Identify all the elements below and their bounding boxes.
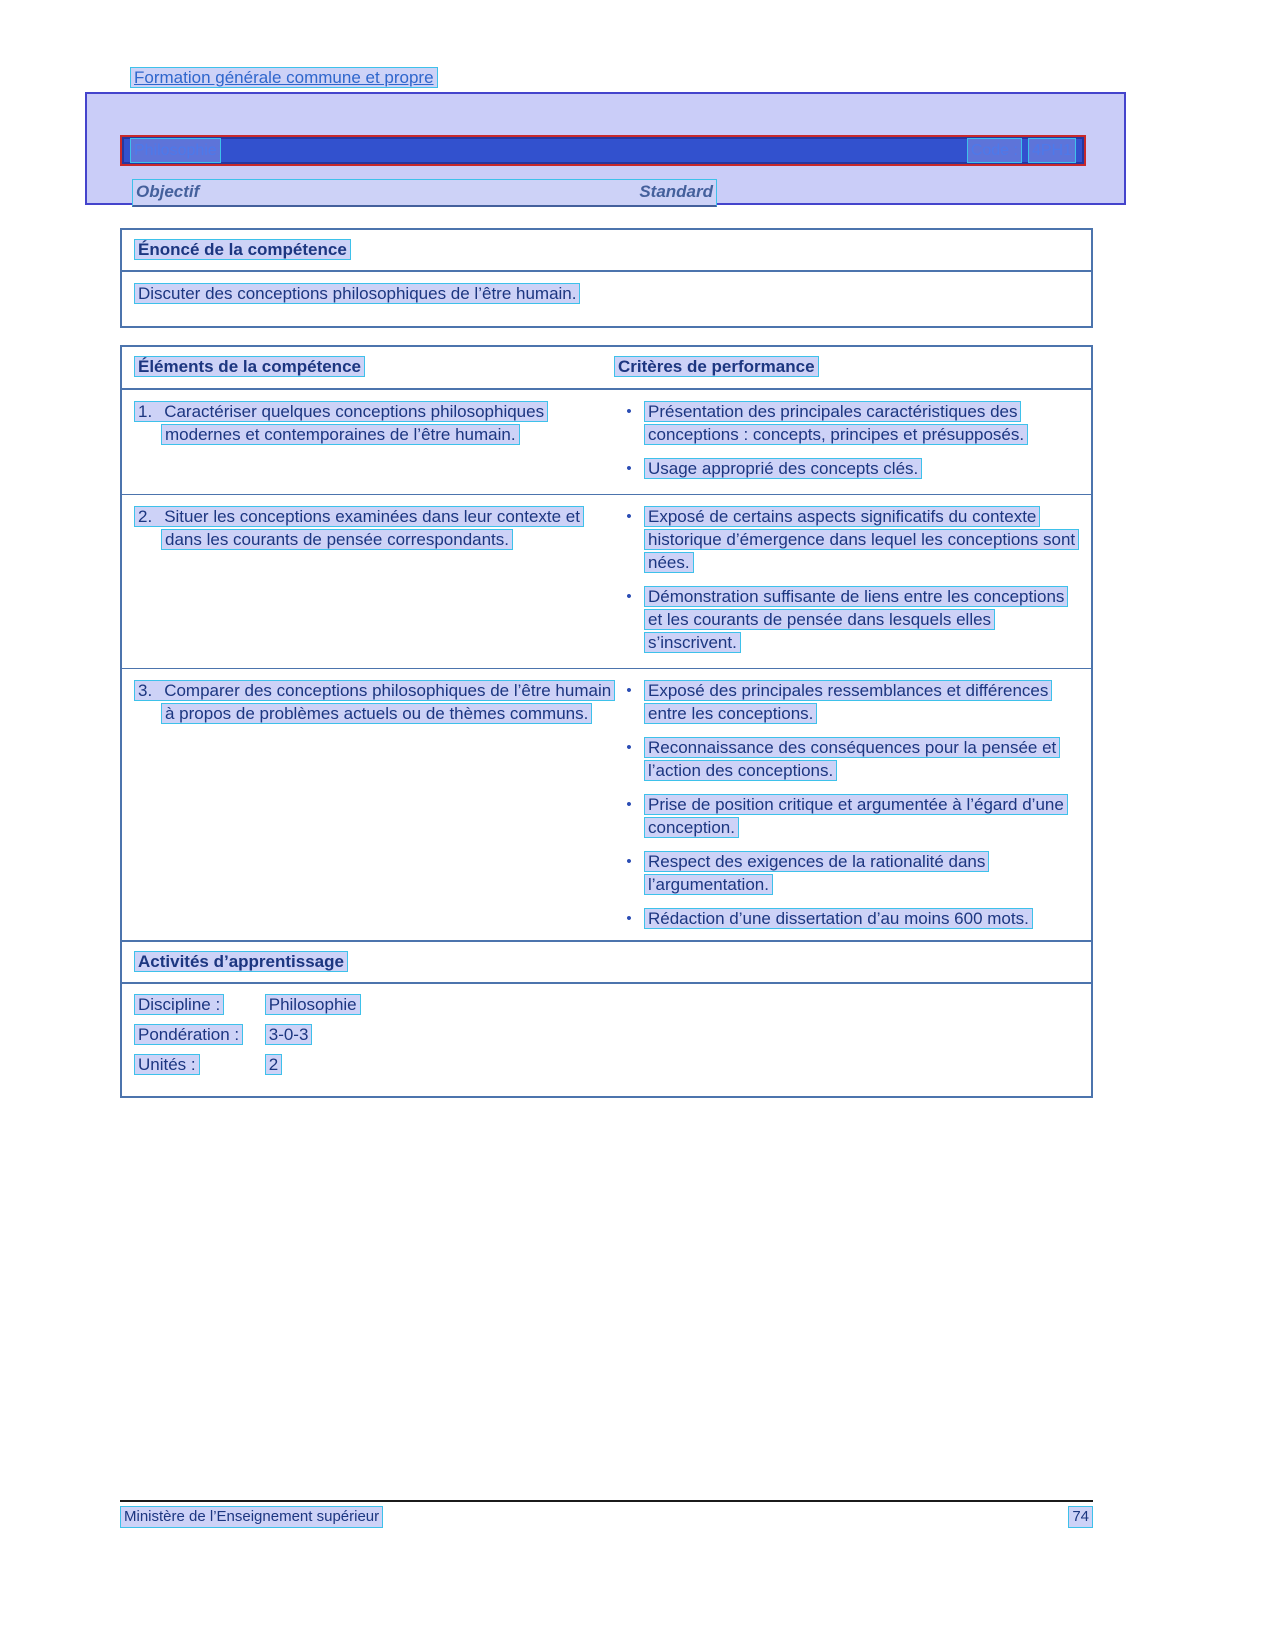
criteria-text-wrap bbox=[644, 850, 1076, 896]
activites-row-ponderation bbox=[134, 1022, 1079, 1048]
enonce-statement-wrap bbox=[134, 282, 586, 305]
criteria-item bbox=[614, 457, 1079, 480]
criteria-text: Démonstration suffisante de liens entre les conceptions et les courants de pensée dans lesquels elles s’inscrivent. bbox=[644, 586, 1068, 653]
criteria-item bbox=[614, 400, 1079, 446]
element-item bbox=[134, 505, 612, 551]
enonce-header bbox=[122, 230, 1091, 272]
element-item bbox=[134, 679, 612, 725]
activites-label: Discipline : bbox=[134, 994, 224, 1015]
bullet-icon: • bbox=[626, 682, 632, 699]
element-cell bbox=[122, 679, 614, 964]
criteria-item bbox=[614, 793, 1079, 839]
element-number: 3. bbox=[138, 681, 153, 700]
criteria-text: Exposé de certains aspects significatifs du contexte historique d’émergence dans lequel les conceptions sont nées. bbox=[644, 506, 1079, 573]
criteria-text: Usage approprié des concepts clés. bbox=[644, 458, 922, 479]
objectif-heading: Objectif bbox=[136, 182, 200, 201]
element-item bbox=[134, 400, 612, 446]
element-cell bbox=[122, 400, 614, 480]
activites-label: Unités : bbox=[134, 1054, 200, 1075]
enonce-body bbox=[122, 272, 1091, 319]
criteria-text: Respect des exigences de la rationalité dans l’argumentation. bbox=[644, 851, 989, 895]
course-code-value: 4PH1 bbox=[1028, 138, 1076, 163]
element-number: 1. bbox=[138, 402, 153, 421]
criteria-text: Reconnaissance des conséquences pour la pensée et l’action des conceptions. bbox=[644, 737, 1060, 781]
competence-row-3 bbox=[122, 668, 1091, 978]
element-text-wrap bbox=[134, 680, 615, 724]
element-cell bbox=[122, 505, 614, 654]
bullet-icon: • bbox=[626, 853, 632, 870]
activites-row-unites bbox=[134, 1052, 1079, 1078]
criteria-item bbox=[614, 505, 1079, 574]
criteres-cell bbox=[614, 679, 1091, 964]
criteria-text: Présentation des principales caractéristiques des conceptions : concepts, principes et présupposés. bbox=[644, 401, 1028, 445]
criteria-text-wrap bbox=[644, 679, 1076, 725]
bullet-icon: • bbox=[626, 403, 632, 420]
criteria-item bbox=[614, 679, 1079, 725]
criteres-header: Critères de performance bbox=[614, 356, 819, 377]
activites-label-wrap bbox=[134, 1022, 260, 1048]
activites-label-wrap bbox=[134, 1052, 260, 1078]
course-header-bar bbox=[120, 135, 1086, 166]
header-banner bbox=[85, 92, 1126, 205]
criteres-header-cell bbox=[614, 355, 1091, 378]
criteria-text-wrap bbox=[644, 400, 1076, 446]
standard-heading: Standard bbox=[639, 182, 713, 201]
program-title-text: Formation générale commune et propre bbox=[130, 67, 438, 88]
activites-title: Activités d’apprentissage bbox=[134, 951, 348, 972]
criteres-cell bbox=[614, 400, 1091, 480]
criteria-item bbox=[614, 907, 1079, 930]
criteres-cell bbox=[614, 505, 1091, 654]
competence-row-1 bbox=[122, 390, 1091, 494]
course-code bbox=[967, 138, 1076, 163]
enonce-title: Énoncé de la compétence bbox=[134, 239, 351, 260]
criteria-item bbox=[614, 585, 1079, 654]
objectif-standard-row bbox=[132, 179, 717, 207]
activites-value: 3-0-3 bbox=[265, 1024, 313, 1045]
page-footer bbox=[120, 1500, 1093, 1528]
elements-header-cell bbox=[122, 355, 614, 378]
bullet-icon: • bbox=[626, 739, 632, 756]
activites-body bbox=[122, 984, 1091, 1096]
activites-header bbox=[122, 942, 1091, 984]
page-number: 74 bbox=[1068, 1506, 1093, 1528]
competence-row-2 bbox=[122, 494, 1091, 668]
bullet-icon: • bbox=[626, 910, 632, 927]
activites-section bbox=[120, 940, 1093, 1098]
element-number: 2. bbox=[138, 507, 153, 526]
criteria-text-wrap bbox=[644, 907, 1076, 930]
enonce-section bbox=[120, 228, 1093, 328]
course-code-label: Code : bbox=[967, 138, 1022, 163]
criteria-text-wrap bbox=[644, 793, 1076, 839]
element-text: Comparer des conceptions philosophiques de l’être humain à propos de problèmes actuels ou de thèmes communs. bbox=[164, 681, 612, 723]
element-text-wrap bbox=[134, 506, 584, 550]
program-title bbox=[130, 66, 438, 89]
element-text: Situer les conceptions examinées dans leur contexte et dans les courants de pensée correspondants. bbox=[164, 507, 580, 549]
bullet-icon: • bbox=[626, 508, 632, 525]
competence-table-header bbox=[122, 347, 1091, 390]
criteria-text-wrap bbox=[644, 457, 1076, 480]
activites-label-wrap bbox=[134, 992, 260, 1018]
bullet-icon: • bbox=[626, 588, 632, 605]
criteria-text: Rédaction d’une dissertation d’au moins 600 mots. bbox=[644, 908, 1033, 929]
bullet-icon: • bbox=[626, 460, 632, 477]
element-text: Caractériser quelques conceptions philosophiques modernes et contemporaines de l’être humain. bbox=[164, 402, 545, 444]
competence-table bbox=[120, 345, 1093, 980]
criteria-text: Exposé des principales ressemblances et différences entre les conceptions. bbox=[644, 680, 1052, 724]
course-title: Philosophie bbox=[130, 138, 221, 163]
criteria-text-wrap bbox=[644, 505, 1076, 574]
activites-label: Pondération : bbox=[134, 1024, 243, 1045]
activites-value: 2 bbox=[265, 1054, 282, 1075]
criteria-text-wrap bbox=[644, 736, 1076, 782]
elements-header: Éléments de la compétence bbox=[134, 356, 365, 377]
activites-row-discipline bbox=[134, 992, 1079, 1018]
enonce-statement: Discuter des conceptions philosophiques de l’être humain. bbox=[134, 283, 580, 304]
criteria-item bbox=[614, 850, 1079, 896]
criteria-item bbox=[614, 736, 1079, 782]
element-text-wrap bbox=[134, 401, 548, 445]
footer-ministry: Ministère de l’Enseignement supérieur bbox=[120, 1506, 383, 1528]
activites-value: Philosophie bbox=[265, 994, 361, 1015]
bullet-icon: • bbox=[626, 796, 632, 813]
criteria-text: Prise de position critique et argumentée à l’égard d’une conception. bbox=[644, 794, 1068, 838]
criteria-text-wrap bbox=[644, 585, 1076, 654]
